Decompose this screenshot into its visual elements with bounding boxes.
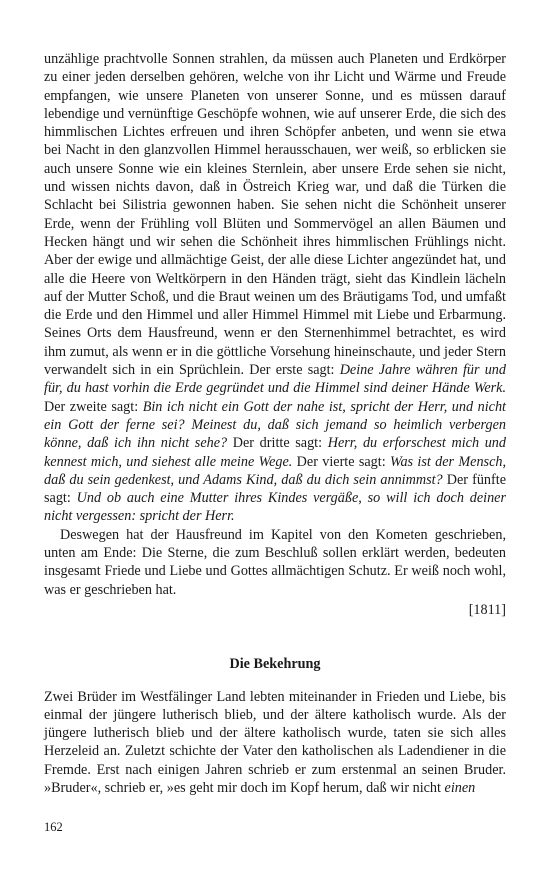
- quote-segment: Deine Jahre währen für und für, du hast vorhin die Erde gegründet und die Himmel sind deiner Hände Werk.: [44, 362, 506, 397]
- text-segment: Der dritte sagt:: [227, 435, 328, 452]
- text-segment: unzählige prachtvolle Sonnen strahlen, da müssen auch Planeten und Erdkörper zu einer jeden derselben gehören, welche von ihr Licht und Wärme und Freude empfangen, wie unsere Planeten von unserer Sonne, und es müssen darauf lebendige und vernünftige Geschöpfe wohnen, wie auf unserer Erde, die sich des himmlischen Lichtes erfreuen und ihren Schöpfer anbeten, und wenn sie etwa bei Nacht in den glanzvollen Himmel herausschauen, wer weiß, so erblicken sie auch unsere Sonne wie ein kleines Sternlein, aber unsere Erde sehen sie nicht, und wissen nichts davon, daß in Östreich Krieg war, und daß die Türken die Schlacht bei Silistria gewonnen haben. Sie sehen nicht die Schönheit unserer Erde, wenn der Frühling voll Blüten und Sommervögel an allen Bäumen und Hecken hängt und wir sehen die Schönheit ihres himmlischen Frühlings nicht. Aber der ewige und allmächtige Geist, der alle diese Lichter angezündet hat, und alle die Heere von Weltkörpern in den Händen trägt, sieht das Kindlein lächeln auf der Mutter Schoß, und die Braut weinen um des Bräutigams Tod, und umfaßt die Erde und den Himmel und aller Himmel Himmel mit Liebe und Erbarmung. Seines Orts dem Hausfreund, wenn er den Sternenhimmel betrachtet, es wird ihm zumut, als wenn er in die göttliche Vorsehung hineinschaute, und jeder Stern verwandelt sich in ein Sprüchlein. Der erste sagt:: [44, 51, 506, 379]
- quote-segment: Bin ich nicht ein Gott der nahe ist, spricht der Herr, und nicht ein Gott der ferne sei? Meinest du, daß sich jemand so heimlich verbergen könne, daß ich ihn nicht sehe?: [44, 398, 506, 452]
- italic-word: einen: [444, 779, 476, 796]
- book-page: [44, 50, 506, 797]
- text-segment: Der vierte sagt:: [292, 453, 390, 470]
- text-segment: Der fünfte sagt:: [44, 471, 506, 507]
- quote-segment: Was ist der Mensch, daß du sein gedenkest, und Adams Kind, daß du dich sein annimmst?: [44, 453, 507, 488]
- paragraph-conclusion: Deswegen hat der Hausfreund im Kapitel von den Kometen geschrieben, unten am Ende: Die Sterne, die zum Beschluß sollen erklärt werden, bedeuten insgesamt Friede und Liebe und Gottes allmächtigen Schutz. Er weiß noch wohl, was er geschrieben hat.: [44, 526, 506, 598]
- page-number: 162: [44, 820, 63, 834]
- quote-segment: Und ob auch eine Mutter ihres Kindes vergäße, so will ich doch deiner nicht vergessen: spricht der Herr.: [44, 490, 506, 525]
- date-note: [1811]: [468, 601, 506, 618]
- paragraph-story: [44, 688, 506, 798]
- text-segment: Zwei Brüder im Westfälinger Land lebten miteinander in Frieden und Liebe, bis einmal der jüngere lutherisch blieb, und der ältere katholisch wurde. Als der jüngere lutherisch blieb und der ältere katholisch wurde, taten sie sich alles Herzeleid an. Zuletzt schichte der Vater den katholischen als Ladendiener in die Fremde. Erst nach einigen Jahren schrieb er zum erstenmal an seinen Bruder. »Bruder«, schrieb er, »es geht mir doch im Kopf herum, daß wir nicht: [44, 688, 506, 796]
- section-title: Die Bekehrung: [229, 656, 321, 673]
- text-segment: Der zweite sagt:: [44, 398, 143, 415]
- paragraph-stars: [44, 50, 506, 526]
- quote-segment: Herr, du erforschest mich und kennest mich, und siehest alle meine Wege.: [44, 435, 506, 470]
